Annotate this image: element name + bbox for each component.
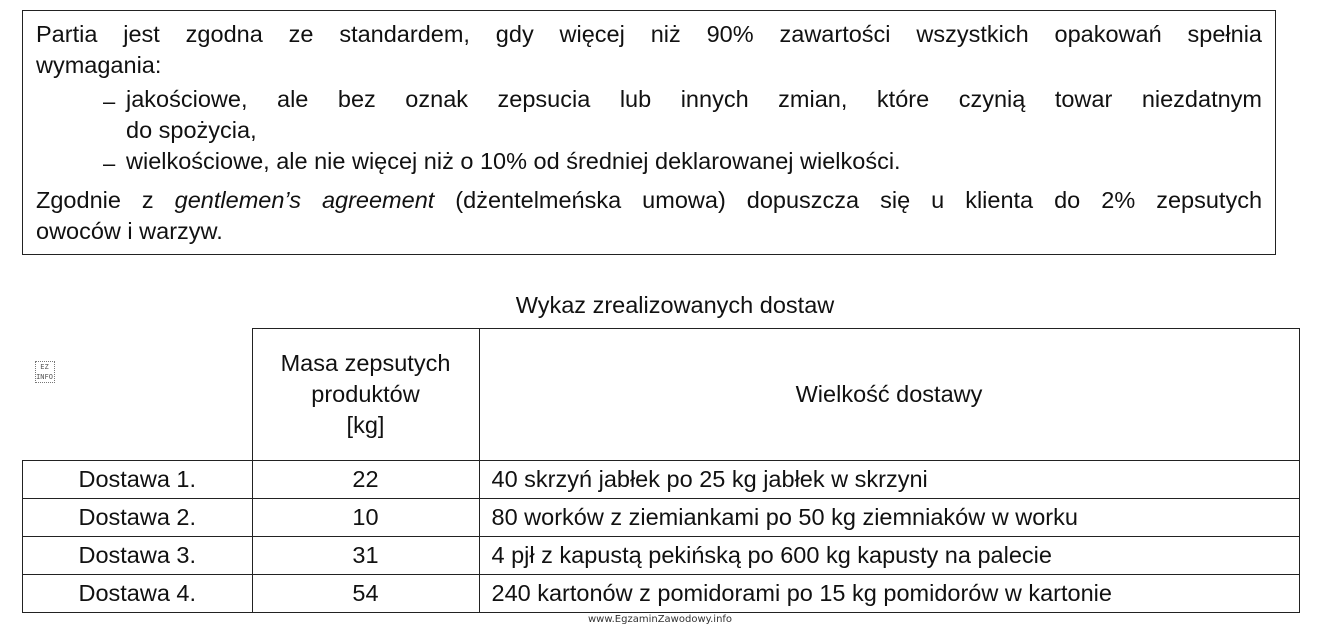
delivery-name: Dostawa 2. [23,499,253,537]
delivery-size: 40 skrzyń jabłek po 25 kg jabłek w skrzyni [479,461,1299,499]
table-row [23,499,1300,537]
table-caption: Wykaz zrealizowanych dostaw [515,292,835,318]
ez-info-icon: EZ INFO [36,362,53,381]
table-header-row [23,329,1300,461]
delivery-name: Dostawa 1. [23,461,253,499]
agreement-line-2: owoców i warzyw. [36,218,223,244]
spoiled-mass: 10 [252,499,479,537]
bullet-1-line-1: jakościowe, ale bez oznak zepsucia lub innych zmian, które czynią towar niezdatnym [126,86,1262,112]
rules-line-2: wymagania: [36,52,162,78]
table-row [23,575,1300,613]
delivery-size: 4 pjł z kapustą pekińską po 600 kg kapusty na palecie [479,537,1299,575]
header-mass: Masa zepsutych produktów [kg] [252,329,479,461]
delivery-name: Dostawa 3. [23,537,253,575]
agreement-line-1: Zgodnie z gentlemen’s agreement (dżentelmeńska umowa) dopuszcza się u klienta do 2% zepsutych [36,187,1263,213]
rules-line-1: Partia jest zgodna ze standardem, gdy więcej niż 90% zawartości wszystkich opakowań spełnia [36,21,1262,47]
spoiled-mass: 31 [252,537,479,575]
empty-corner-cell [23,329,253,461]
footer-watermark: www.EgzaminZawodowy.info [588,614,733,625]
spoiled-mass: 54 [252,575,479,613]
header-size: Wielkość dostawy [479,329,1299,461]
delivery-size: 80 worków z ziemiankami po 50 kg ziemniaków w worku [479,499,1299,537]
deliveries-table [22,328,1300,613]
table-row [23,537,1300,575]
bullet-1-line-2: do spożycia, [126,117,257,143]
rules-box [22,10,1276,255]
table-row [23,461,1300,499]
spoiled-mass: 22 [252,461,479,499]
delivery-size: 240 kartonów z pomidorami po 15 kg pomidorów w kartonie [479,575,1299,613]
delivery-name: Dostawa 4. [23,575,253,613]
bullet-2-line-1: wielkościowe, ale nie więcej niż o 10% od średniej deklarowanej wielkości. [126,148,901,174]
bullet-dash: – [103,89,116,114]
bullet-dash: – [103,151,116,176]
